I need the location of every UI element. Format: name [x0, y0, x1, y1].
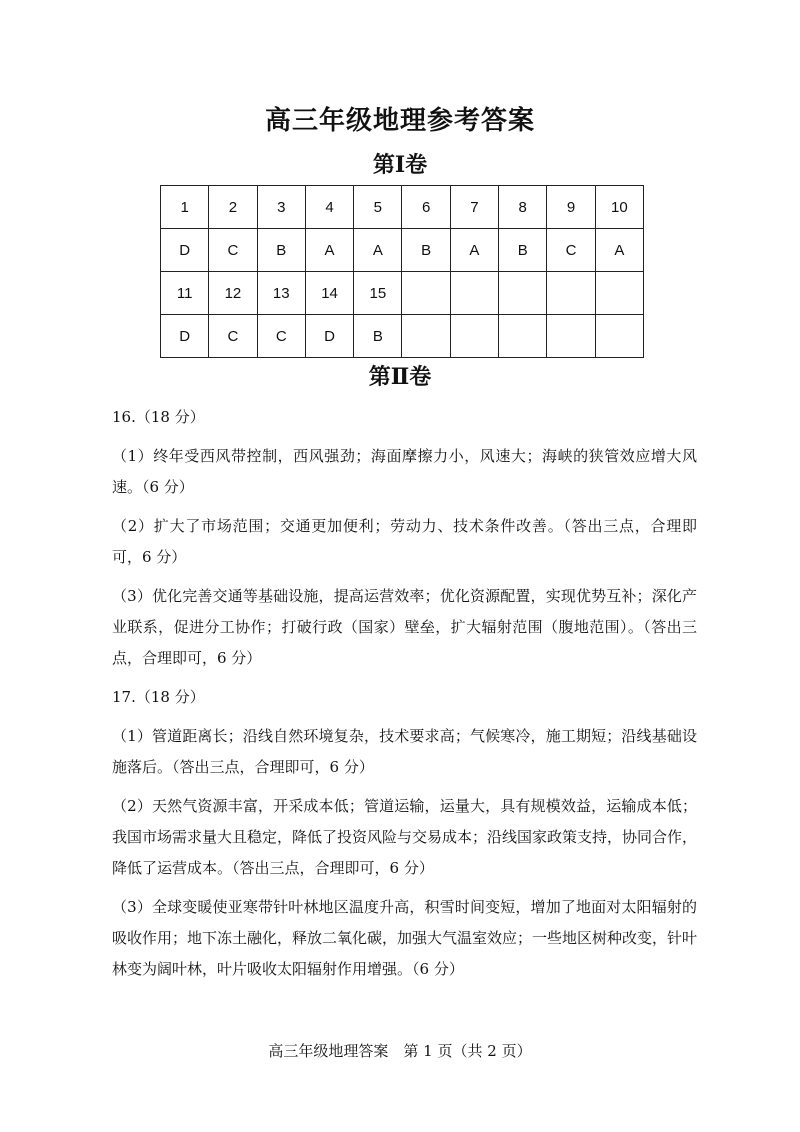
table-cell: 13 [257, 272, 305, 315]
table-cell: B [257, 229, 305, 272]
answer-table [160, 185, 644, 358]
table-row [161, 186, 644, 229]
table-cell: 15 [354, 272, 402, 315]
table-cell [402, 272, 450, 315]
table-cell [450, 272, 498, 315]
table-row [161, 315, 644, 358]
answer-part-2: （2）扩大了市场范围；交通更加便利；劳动力、技术条件改善。（答出三点，合理即可，6 分） [112, 517, 697, 566]
table-cell [499, 315, 547, 358]
table-cell [547, 272, 595, 315]
table-cell: 1 [161, 186, 209, 229]
question-17 [112, 682, 697, 985]
table-row [161, 272, 644, 315]
table-cell: 12 [209, 272, 257, 315]
table-cell: C [547, 229, 595, 272]
table-cell: B [499, 229, 547, 272]
table-cell: A [305, 229, 353, 272]
table-cell: 14 [305, 272, 353, 315]
table-cell: D [161, 315, 209, 358]
table-cell: 10 [595, 186, 643, 229]
table-cell: 7 [450, 186, 498, 229]
table-cell: A [354, 229, 402, 272]
answer-part-1: （1）管道距离长；沿线自然环境复杂，技术要求高；气候寒冷，施工期短；沿线基础设施落后。（答出三点，合理即可，6 分） [112, 727, 697, 776]
table-cell [499, 272, 547, 315]
answer-part-2: （2）天然气资源丰富，开采成本低；管道运输，运量大，具有规模效益，运输成本低；我国市场需求量大且稳定，降低了投资风险与交易成本；沿线国家政策支持，协同合作，降低了运营成本。（答出三点，合理即可，6 分） [112, 797, 698, 877]
table-cell: 2 [209, 186, 257, 229]
table-cell: C [209, 315, 257, 358]
table-cell [595, 315, 643, 358]
question-header: 16.（18 分） [112, 408, 205, 426]
page-footer: 高三年级地理答案 第 1 页（共 2 页） [268, 1042, 532, 1060]
table-cell: D [305, 315, 353, 358]
table-cell [450, 315, 498, 358]
section-2-title: 第Ⅱ卷 [368, 364, 432, 390]
answer-part-1: （1）终年受西风带控制，西风强劲；海面摩擦力小，风速大；海峡的狭管效应增大风速。（6 分） [112, 447, 697, 496]
table-cell: C [209, 229, 257, 272]
table-cell [595, 272, 643, 315]
table-cell: C [257, 315, 305, 358]
question-header: 17.（18 分） [112, 688, 205, 706]
table-cell: 8 [499, 186, 547, 229]
table-cell: A [450, 229, 498, 272]
table-cell: 5 [354, 186, 402, 229]
table-cell: D [161, 229, 209, 272]
answer-part-3: （3）优化完善交通等基础设施，提高运营效率；优化资源配置，实现优势互补；深化产业联系，促进分工协作；打破行政（国家）壁垒，扩大辐射范围（腹地范围）。（答出三点，合理即可，6 分） [112, 587, 697, 667]
table-cell: 3 [257, 186, 305, 229]
answer-content [112, 402, 697, 993]
table-cell [402, 315, 450, 358]
page-title: 高三年级地理参考答案 [264, 106, 535, 136]
table-cell: B [402, 229, 450, 272]
answer-part-3: （3）全球变暖使亚寒带针叶林地区温度升高，积雪时间变短，增加了地面对太阳辐射的吸收作用；地下冻土融化，释放二氧化碳，加强大气温室效应；一些地区树种改变，针叶林变为阔叶林，叶片吸收太阳辐射作用增强。（6 分） [112, 898, 698, 978]
table-cell: 4 [305, 186, 353, 229]
section-1-title: 第Ⅰ卷 [372, 152, 428, 178]
table-row [161, 229, 644, 272]
table-cell [547, 315, 595, 358]
table-cell: 6 [402, 186, 450, 229]
table-cell: A [595, 229, 643, 272]
question-16 [112, 402, 697, 674]
table-cell: B [354, 315, 402, 358]
table-cell: 11 [161, 272, 209, 315]
table-cell: 9 [547, 186, 595, 229]
